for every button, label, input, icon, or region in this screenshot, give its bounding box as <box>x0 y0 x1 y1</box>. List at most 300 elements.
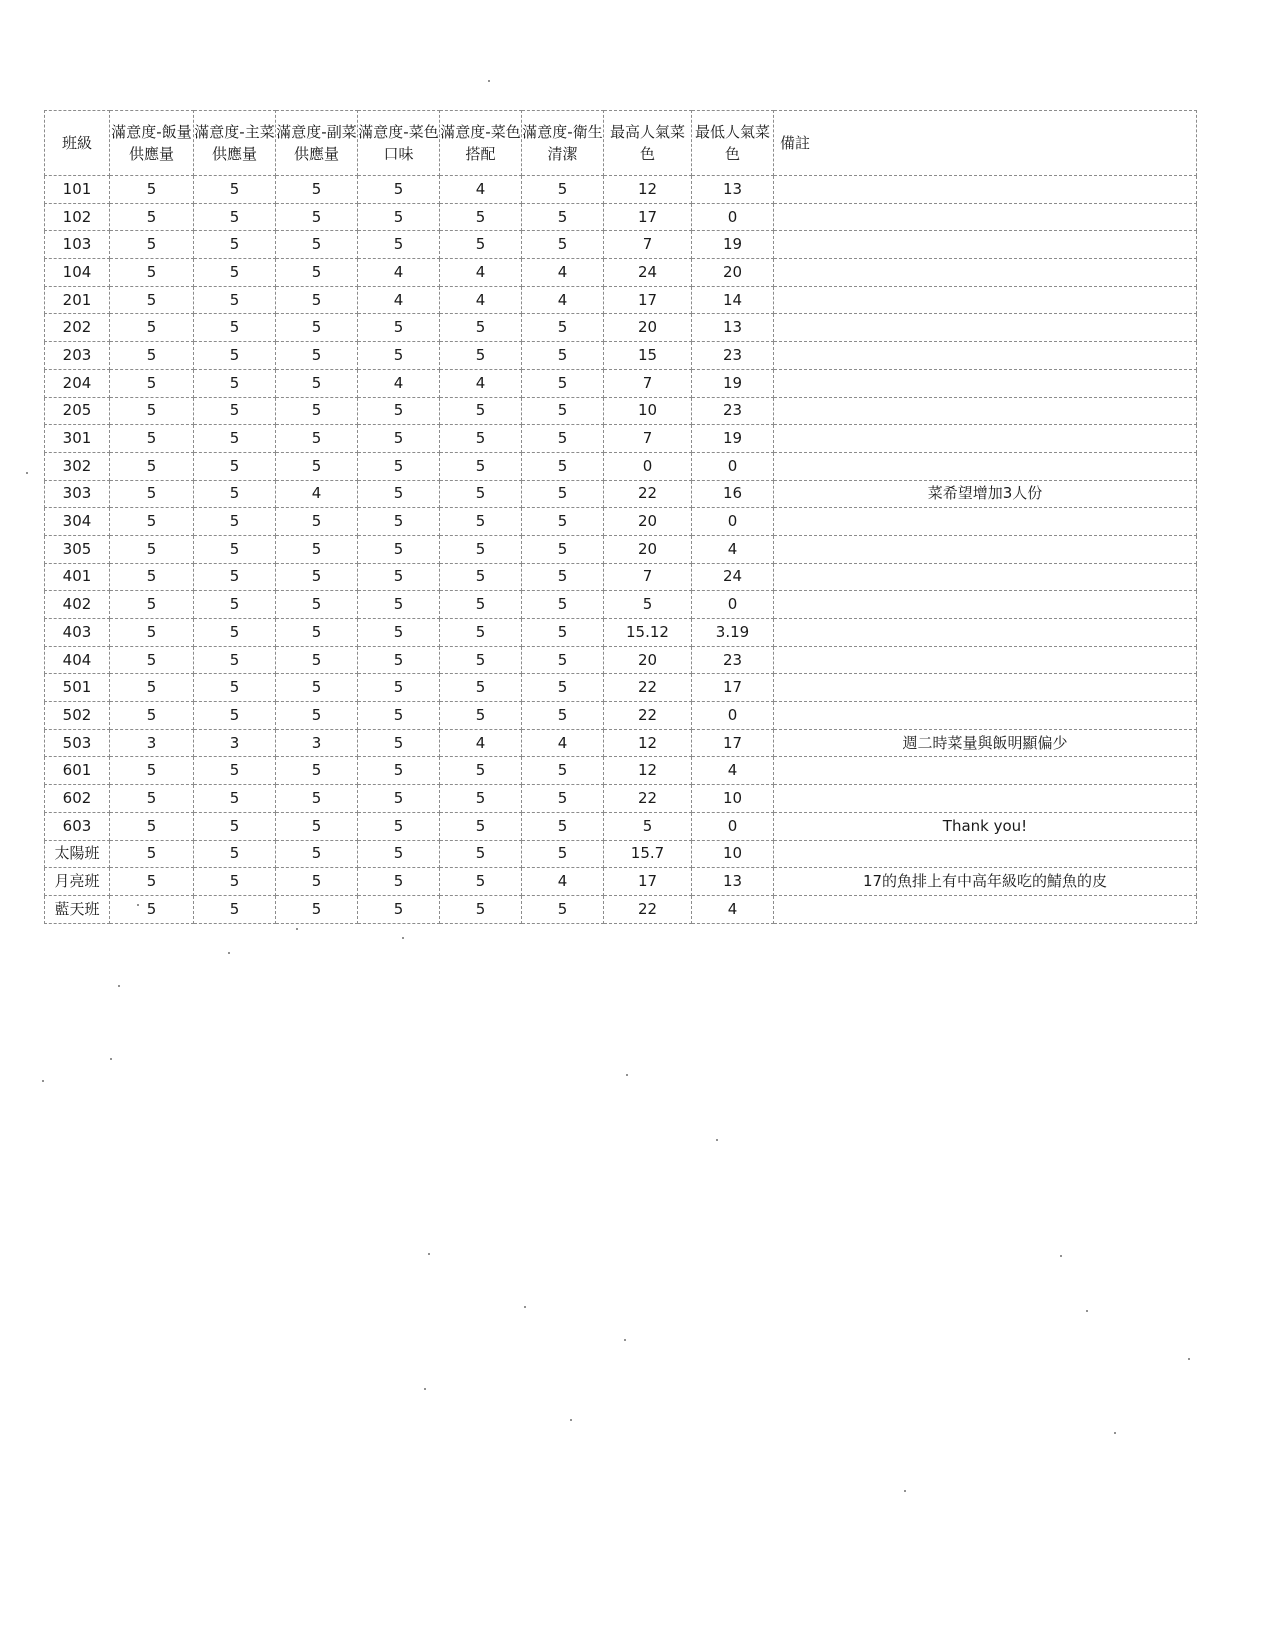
cell-side-dish: 5 <box>276 868 358 896</box>
header-least-popular: 最低人氣菜色 <box>692 111 774 176</box>
cell-most-popular: 22 <box>604 674 692 702</box>
table-row <box>45 259 1197 287</box>
cell-main-dish: 5 <box>194 646 276 674</box>
cell-hygiene: 5 <box>522 397 604 425</box>
cell-taste: 5 <box>358 563 440 591</box>
cell-class: 205 <box>45 397 110 425</box>
cell-hygiene: 5 <box>522 646 604 674</box>
cell-combination: 5 <box>440 619 522 647</box>
cell-combination: 5 <box>440 508 522 536</box>
cell-hygiene: 5 <box>522 425 604 453</box>
cell-least-popular: 0 <box>692 203 774 231</box>
cell-hygiene: 5 <box>522 535 604 563</box>
cell-side-dish: 5 <box>276 757 358 785</box>
cell-taste: 5 <box>358 674 440 702</box>
table-row <box>45 563 1197 591</box>
cell-main-dish: 5 <box>194 868 276 896</box>
scan-speck <box>137 904 139 906</box>
scan-speck <box>118 985 120 987</box>
cell-side-dish: 5 <box>276 535 358 563</box>
cell-main-dish: 5 <box>194 674 276 702</box>
cell-class: 藍天班 <box>45 895 110 923</box>
cell-least-popular: 19 <box>692 425 774 453</box>
cell-main-dish: 5 <box>194 840 276 868</box>
cell-taste: 5 <box>358 646 440 674</box>
cell-class: 303 <box>45 480 110 508</box>
cell-main-dish: 5 <box>194 452 276 480</box>
scan-speck <box>624 1339 626 1341</box>
cell-hygiene: 5 <box>522 369 604 397</box>
cell-rice: 5 <box>110 535 194 563</box>
cell-class: 305 <box>45 535 110 563</box>
cell-side-dish: 4 <box>276 480 358 508</box>
cell-rice: 5 <box>110 674 194 702</box>
cell-class: 301 <box>45 425 110 453</box>
cell-class: 203 <box>45 342 110 370</box>
cell-least-popular: 4 <box>692 757 774 785</box>
cell-remark <box>774 425 1197 453</box>
scan-speck <box>424 1388 426 1390</box>
cell-hygiene: 5 <box>522 619 604 647</box>
cell-combination: 5 <box>440 646 522 674</box>
cell-hygiene: 5 <box>522 785 604 813</box>
cell-main-dish: 5 <box>194 563 276 591</box>
header-taste: 滿意度-菜色口味 <box>358 111 440 176</box>
cell-taste: 5 <box>358 591 440 619</box>
cell-combination: 4 <box>440 176 522 204</box>
cell-rice: 5 <box>110 397 194 425</box>
header-row <box>45 111 1197 176</box>
cell-remark <box>774 785 1197 813</box>
cell-combination: 4 <box>440 729 522 757</box>
cell-combination: 5 <box>440 674 522 702</box>
cell-hygiene: 5 <box>522 176 604 204</box>
cell-rice: 5 <box>110 895 194 923</box>
table-row <box>45 840 1197 868</box>
cell-least-popular: 10 <box>692 785 774 813</box>
cell-side-dish: 5 <box>276 702 358 730</box>
cell-hygiene: 5 <box>522 674 604 702</box>
scan-speck <box>402 937 404 939</box>
cell-combination: 5 <box>440 397 522 425</box>
cell-taste: 5 <box>358 231 440 259</box>
table-row <box>45 868 1197 896</box>
cell-rice: 5 <box>110 176 194 204</box>
cell-class: 304 <box>45 508 110 536</box>
cell-side-dish: 5 <box>276 397 358 425</box>
cell-least-popular: 23 <box>692 342 774 370</box>
cell-side-dish: 5 <box>276 508 358 536</box>
cell-most-popular: 22 <box>604 480 692 508</box>
cell-least-popular: 16 <box>692 480 774 508</box>
cell-most-popular: 20 <box>604 314 692 342</box>
cell-rice: 5 <box>110 425 194 453</box>
header-main-dish-amount: 滿意度-主菜供應量 <box>194 111 276 176</box>
cell-combination: 5 <box>440 868 522 896</box>
cell-taste: 5 <box>358 895 440 923</box>
scan-speck <box>904 1490 906 1492</box>
cell-class: 201 <box>45 286 110 314</box>
scan-speck <box>1188 1358 1190 1360</box>
cell-hygiene: 4 <box>522 729 604 757</box>
table-row <box>45 812 1197 840</box>
scan-speck <box>26 472 28 474</box>
cell-combination: 4 <box>440 369 522 397</box>
cell-least-popular: 10 <box>692 840 774 868</box>
cell-main-dish: 5 <box>194 702 276 730</box>
cell-most-popular: 7 <box>604 563 692 591</box>
cell-rice: 5 <box>110 259 194 287</box>
cell-hygiene: 5 <box>522 342 604 370</box>
cell-rice: 5 <box>110 812 194 840</box>
cell-rice: 5 <box>110 757 194 785</box>
cell-remark <box>774 895 1197 923</box>
cell-hygiene: 5 <box>522 480 604 508</box>
cell-main-dish: 5 <box>194 425 276 453</box>
cell-taste: 5 <box>358 868 440 896</box>
cell-least-popular: 4 <box>692 895 774 923</box>
cell-main-dish: 3 <box>194 729 276 757</box>
cell-rice: 5 <box>110 452 194 480</box>
cell-remark <box>774 286 1197 314</box>
cell-least-popular: 3.19 <box>692 619 774 647</box>
cell-hygiene: 5 <box>522 563 604 591</box>
cell-least-popular: 17 <box>692 674 774 702</box>
cell-most-popular: 20 <box>604 508 692 536</box>
cell-least-popular: 23 <box>692 646 774 674</box>
cell-hygiene: 5 <box>522 840 604 868</box>
cell-rice: 5 <box>110 840 194 868</box>
cell-remark <box>774 369 1197 397</box>
cell-taste: 5 <box>358 452 440 480</box>
cell-class: 501 <box>45 674 110 702</box>
cell-combination: 5 <box>440 840 522 868</box>
cell-most-popular: 15.12 <box>604 619 692 647</box>
cell-taste: 5 <box>358 785 440 813</box>
cell-combination: 5 <box>440 535 522 563</box>
header-rice-amount: 滿意度-飯量供應量 <box>110 111 194 176</box>
cell-combination: 5 <box>440 563 522 591</box>
table-row <box>45 619 1197 647</box>
cell-hygiene: 4 <box>522 868 604 896</box>
cell-taste: 5 <box>358 176 440 204</box>
cell-side-dish: 5 <box>276 785 358 813</box>
cell-most-popular: 12 <box>604 729 692 757</box>
cell-main-dish: 5 <box>194 480 276 508</box>
scan-speck <box>1086 1310 1088 1312</box>
cell-taste: 4 <box>358 286 440 314</box>
cell-main-dish: 5 <box>194 231 276 259</box>
table-row <box>45 729 1197 757</box>
scan-speck <box>488 80 490 82</box>
cell-rice: 5 <box>110 702 194 730</box>
cell-least-popular: 0 <box>692 812 774 840</box>
cell-side-dish: 5 <box>276 314 358 342</box>
header-hygiene: 滿意度-衛生清潔 <box>522 111 604 176</box>
cell-remark <box>774 619 1197 647</box>
cell-remark <box>774 203 1197 231</box>
cell-taste: 5 <box>358 397 440 425</box>
cell-combination: 5 <box>440 425 522 453</box>
cell-remark: Thank you! <box>774 812 1197 840</box>
cell-class: 204 <box>45 369 110 397</box>
cell-rice: 5 <box>110 785 194 813</box>
cell-side-dish: 5 <box>276 840 358 868</box>
cell-most-popular: 17 <box>604 868 692 896</box>
cell-main-dish: 5 <box>194 619 276 647</box>
cell-least-popular: 24 <box>692 563 774 591</box>
cell-class: 404 <box>45 646 110 674</box>
cell-main-dish: 5 <box>194 342 276 370</box>
cell-main-dish: 5 <box>194 812 276 840</box>
cell-class: 502 <box>45 702 110 730</box>
cell-side-dish: 5 <box>276 674 358 702</box>
cell-combination: 5 <box>440 757 522 785</box>
cell-class: 104 <box>45 259 110 287</box>
cell-side-dish: 5 <box>276 231 358 259</box>
cell-most-popular: 20 <box>604 646 692 674</box>
cell-taste: 5 <box>358 619 440 647</box>
cell-combination: 5 <box>440 785 522 813</box>
cell-most-popular: 20 <box>604 535 692 563</box>
cell-rice: 5 <box>110 369 194 397</box>
cell-taste: 5 <box>358 757 440 785</box>
cell-rice: 5 <box>110 646 194 674</box>
cell-rice: 5 <box>110 286 194 314</box>
cell-side-dish: 5 <box>276 563 358 591</box>
cell-least-popular: 0 <box>692 508 774 536</box>
cell-class: 302 <box>45 452 110 480</box>
cell-most-popular: 10 <box>604 397 692 425</box>
table-row <box>45 895 1197 923</box>
cell-combination: 4 <box>440 286 522 314</box>
cell-most-popular: 7 <box>604 369 692 397</box>
cell-main-dish: 5 <box>194 314 276 342</box>
cell-side-dish: 5 <box>276 369 358 397</box>
table-row <box>45 286 1197 314</box>
cell-least-popular: 0 <box>692 591 774 619</box>
cell-taste: 5 <box>358 535 440 563</box>
cell-remark <box>774 563 1197 591</box>
cell-main-dish: 5 <box>194 369 276 397</box>
cell-class: 401 <box>45 563 110 591</box>
cell-hygiene: 5 <box>522 452 604 480</box>
table-row <box>45 480 1197 508</box>
table-row <box>45 176 1197 204</box>
cell-class: 102 <box>45 203 110 231</box>
cell-taste: 5 <box>358 314 440 342</box>
cell-side-dish: 5 <box>276 286 358 314</box>
cell-hygiene: 5 <box>522 812 604 840</box>
cell-least-popular: 0 <box>692 702 774 730</box>
cell-main-dish: 5 <box>194 203 276 231</box>
cell-most-popular: 15.7 <box>604 840 692 868</box>
cell-main-dish: 5 <box>194 591 276 619</box>
cell-remark <box>774 646 1197 674</box>
cell-rice: 5 <box>110 591 194 619</box>
cell-most-popular: 12 <box>604 757 692 785</box>
cell-side-dish: 5 <box>276 259 358 287</box>
cell-hygiene: 5 <box>522 203 604 231</box>
cell-hygiene: 5 <box>522 702 604 730</box>
cell-rice: 5 <box>110 203 194 231</box>
scan-speck <box>524 1306 526 1308</box>
cell-main-dish: 5 <box>194 397 276 425</box>
cell-main-dish: 5 <box>194 259 276 287</box>
cell-most-popular: 12 <box>604 176 692 204</box>
cell-class: 602 <box>45 785 110 813</box>
cell-rice: 5 <box>110 619 194 647</box>
cell-combination: 5 <box>440 591 522 619</box>
cell-side-dish: 5 <box>276 895 358 923</box>
table-row <box>45 535 1197 563</box>
table-row <box>45 508 1197 536</box>
cell-least-popular: 0 <box>692 452 774 480</box>
cell-main-dish: 5 <box>194 757 276 785</box>
cell-combination: 5 <box>440 452 522 480</box>
cell-taste: 5 <box>358 840 440 868</box>
table-row <box>45 452 1197 480</box>
scan-speck <box>228 952 230 954</box>
cell-side-dish: 5 <box>276 342 358 370</box>
cell-most-popular: 22 <box>604 785 692 813</box>
cell-hygiene: 5 <box>522 231 604 259</box>
cell-class: 503 <box>45 729 110 757</box>
cell-taste: 5 <box>358 203 440 231</box>
cell-hygiene: 4 <box>522 259 604 287</box>
cell-hygiene: 5 <box>522 757 604 785</box>
table-row <box>45 591 1197 619</box>
cell-combination: 5 <box>440 480 522 508</box>
cell-rice: 5 <box>110 342 194 370</box>
cell-remark: 17的魚排上有中高年級吃的鯖魚的皮 <box>774 868 1197 896</box>
cell-taste: 5 <box>358 508 440 536</box>
cell-remark <box>774 231 1197 259</box>
cell-remark <box>774 176 1197 204</box>
cell-taste: 5 <box>358 729 440 757</box>
cell-side-dish: 5 <box>276 591 358 619</box>
cell-remark <box>774 840 1197 868</box>
cell-taste: 5 <box>358 812 440 840</box>
cell-most-popular: 5 <box>604 591 692 619</box>
cell-remark <box>774 342 1197 370</box>
cell-side-dish: 5 <box>276 425 358 453</box>
cell-class: 601 <box>45 757 110 785</box>
cell-least-popular: 20 <box>692 259 774 287</box>
cell-class: 402 <box>45 591 110 619</box>
scan-speck <box>110 1058 112 1060</box>
cell-remark <box>774 314 1197 342</box>
table-row <box>45 646 1197 674</box>
cell-rice: 3 <box>110 729 194 757</box>
cell-most-popular: 17 <box>604 203 692 231</box>
cell-most-popular: 24 <box>604 259 692 287</box>
cell-combination: 5 <box>440 203 522 231</box>
cell-rice: 5 <box>110 563 194 591</box>
table-row <box>45 674 1197 702</box>
scan-speck <box>42 1080 44 1082</box>
cell-side-dish: 5 <box>276 812 358 840</box>
cell-least-popular: 13 <box>692 314 774 342</box>
cell-least-popular: 23 <box>692 397 774 425</box>
cell-least-popular: 19 <box>692 231 774 259</box>
table-row <box>45 757 1197 785</box>
cell-most-popular: 22 <box>604 895 692 923</box>
cell-most-popular: 5 <box>604 812 692 840</box>
cell-most-popular: 22 <box>604 702 692 730</box>
cell-class: 月亮班 <box>45 868 110 896</box>
cell-taste: 5 <box>358 480 440 508</box>
cell-remark <box>774 757 1197 785</box>
header-most-popular: 最高人氣菜色 <box>604 111 692 176</box>
cell-main-dish: 5 <box>194 286 276 314</box>
scan-speck <box>428 1253 430 1255</box>
cell-remark <box>774 397 1197 425</box>
header-combination: 滿意度-菜色搭配 <box>440 111 522 176</box>
cell-side-dish: 3 <box>276 729 358 757</box>
scan-speck <box>626 1074 628 1076</box>
cell-class: 101 <box>45 176 110 204</box>
cell-remark <box>774 591 1197 619</box>
table-row <box>45 231 1197 259</box>
cell-combination: 5 <box>440 314 522 342</box>
cell-main-dish: 5 <box>194 176 276 204</box>
cell-most-popular: 7 <box>604 231 692 259</box>
cell-combination: 5 <box>440 895 522 923</box>
cell-main-dish: 5 <box>194 785 276 813</box>
cell-hygiene: 5 <box>522 314 604 342</box>
cell-remark <box>774 674 1197 702</box>
cell-most-popular: 15 <box>604 342 692 370</box>
table-row <box>45 369 1197 397</box>
cell-rice: 5 <box>110 480 194 508</box>
cell-class: 403 <box>45 619 110 647</box>
table-row <box>45 342 1197 370</box>
scan-speck <box>296 928 298 930</box>
cell-side-dish: 5 <box>276 646 358 674</box>
cell-rice: 5 <box>110 314 194 342</box>
cell-least-popular: 17 <box>692 729 774 757</box>
cell-main-dish: 5 <box>194 535 276 563</box>
cell-most-popular: 17 <box>604 286 692 314</box>
header-remarks: 備註 <box>774 111 1197 176</box>
cell-taste: 5 <box>358 342 440 370</box>
scan-speck <box>570 1419 572 1421</box>
lunch-satisfaction-table <box>44 110 1197 924</box>
cell-hygiene: 4 <box>522 286 604 314</box>
cell-hygiene: 5 <box>522 508 604 536</box>
table-body <box>45 176 1197 924</box>
cell-least-popular: 4 <box>692 535 774 563</box>
cell-taste: 4 <box>358 369 440 397</box>
header-class: 班級 <box>45 111 110 176</box>
table-row <box>45 702 1197 730</box>
header-side-dish-amount: 滿意度-副菜供應量 <box>276 111 358 176</box>
cell-rice: 5 <box>110 231 194 259</box>
table-row <box>45 425 1197 453</box>
cell-least-popular: 14 <box>692 286 774 314</box>
cell-remark <box>774 508 1197 536</box>
cell-combination: 5 <box>440 342 522 370</box>
scan-speck <box>1060 1255 1062 1257</box>
cell-rice: 5 <box>110 868 194 896</box>
cell-remark <box>774 535 1197 563</box>
cell-main-dish: 5 <box>194 508 276 536</box>
cell-side-dish: 5 <box>276 176 358 204</box>
cell-taste: 5 <box>358 702 440 730</box>
cell-side-dish: 5 <box>276 619 358 647</box>
cell-class: 202 <box>45 314 110 342</box>
